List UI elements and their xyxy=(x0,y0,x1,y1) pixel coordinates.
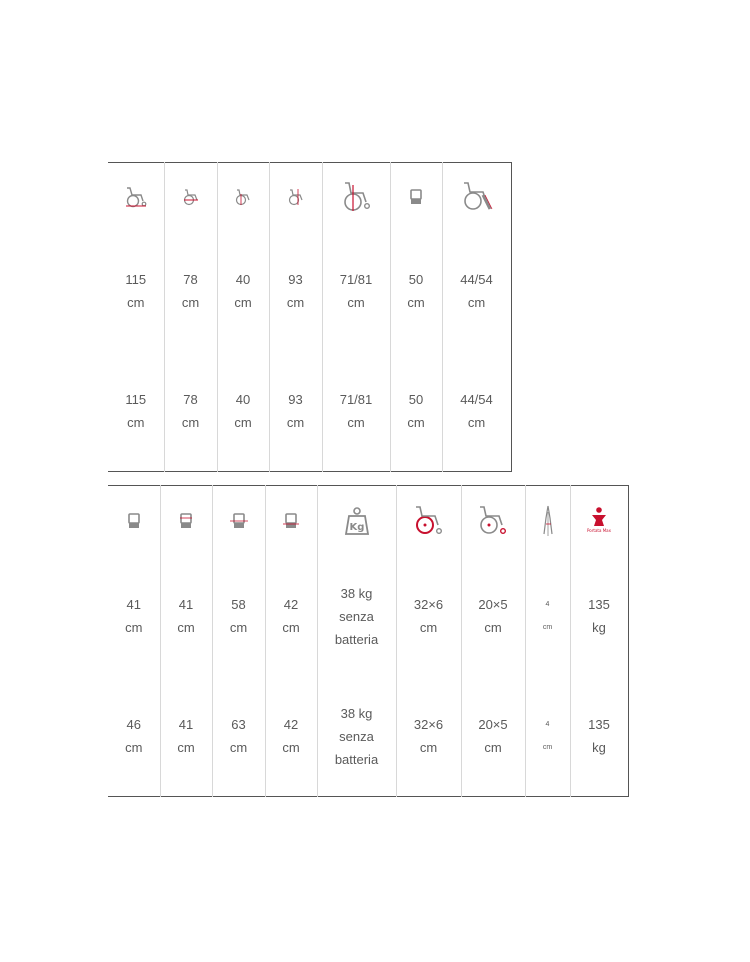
icon-cell xyxy=(322,163,390,232)
value-cell: 93 cm xyxy=(269,231,322,351)
wheelchair-folded-width-icon xyxy=(234,188,252,206)
icon-cell xyxy=(217,163,269,232)
value-cell: 32×6 cm xyxy=(396,676,461,797)
table-row xyxy=(108,556,628,676)
value-cell: 50 cm xyxy=(390,231,442,351)
value-cell: 115 cm xyxy=(125,272,147,310)
wheelchair-height-icon xyxy=(287,188,305,206)
value-cell: 38 kg senza batteria xyxy=(317,556,396,676)
value-cell: 40 cm xyxy=(217,351,269,472)
icon-cell xyxy=(269,163,322,232)
icon-cell xyxy=(160,486,212,557)
value-cell: 41 cm xyxy=(160,676,212,797)
value-cell: 78 cm xyxy=(164,231,217,351)
value-cell: 20×5 cm xyxy=(461,676,525,797)
value-cell: 42 cm xyxy=(265,676,317,797)
icon-row xyxy=(108,486,628,557)
icon-cell xyxy=(108,163,164,232)
value-cell: 42 cm xyxy=(265,556,317,676)
value-cell: 44/54 cm xyxy=(442,231,511,351)
value-cell: 135 kg xyxy=(570,676,628,797)
icon-cell xyxy=(525,486,570,557)
weight-kg-icon xyxy=(344,506,370,536)
icon-cell xyxy=(265,486,317,557)
icon-cell xyxy=(570,486,628,557)
wheelchair-seat-height-icon xyxy=(341,181,371,213)
value-cell: 135 kg xyxy=(570,556,628,676)
armrest-width-icon xyxy=(281,512,301,530)
icon-cell xyxy=(317,486,396,557)
value-cell: 20×5 cm xyxy=(461,556,525,676)
table-row xyxy=(108,231,511,351)
value-cell: 38 kg senza batteria xyxy=(317,676,396,797)
value-cell: 93 cm xyxy=(269,351,322,472)
table-row xyxy=(108,676,628,797)
value-cell: 41 cm xyxy=(160,556,212,676)
weight-icon-label: Kg xyxy=(349,522,364,533)
wheelchair-armrest-height-icon xyxy=(461,181,493,213)
overall-width-icon xyxy=(229,512,249,530)
max-user-weight-icon xyxy=(586,506,612,536)
wheelchair-seat-width-icon xyxy=(409,188,423,206)
icon-cell xyxy=(396,486,461,557)
value-cell: 115 cm xyxy=(125,392,147,430)
value-cell: 4 cm xyxy=(525,676,570,797)
value-cell: 41 cm xyxy=(125,597,143,635)
specs-table-details xyxy=(108,485,629,797)
specs-table-dimensions xyxy=(108,162,512,472)
seat-depth-icon xyxy=(127,512,141,530)
icon-cell xyxy=(164,163,217,232)
obstacle-height-icon xyxy=(542,504,554,538)
table-row xyxy=(108,351,511,472)
value-cell: 40 cm xyxy=(217,231,269,351)
value-cell: 46 cm xyxy=(125,717,143,755)
rear-wheel-icon xyxy=(477,505,509,537)
value-cell: 4 cm xyxy=(525,556,570,676)
max-weight-icon-label: Portata Max xyxy=(587,528,611,533)
value-cell: 71/81 cm xyxy=(322,351,390,472)
value-cell: 50 cm xyxy=(390,351,442,472)
wheelchair-width-icon xyxy=(182,188,200,206)
backrest-width-icon xyxy=(179,512,193,530)
value-cell: 32×6 cm xyxy=(396,556,461,676)
icon-cell xyxy=(442,163,511,232)
value-cell: 78 cm xyxy=(164,351,217,472)
front-wheel-icon xyxy=(413,505,445,537)
value-cell: 63 cm xyxy=(212,676,265,797)
icon-cell xyxy=(461,486,525,557)
icon-cell xyxy=(390,163,442,232)
wheelchair-length-icon xyxy=(124,186,148,208)
value-cell: 44/54 cm xyxy=(442,351,511,472)
icon-cell xyxy=(212,486,265,557)
value-cell: 58 cm xyxy=(212,556,265,676)
value-cell: 71/81 cm xyxy=(322,231,390,351)
icon-row xyxy=(108,163,511,232)
icon-cell xyxy=(108,486,160,557)
